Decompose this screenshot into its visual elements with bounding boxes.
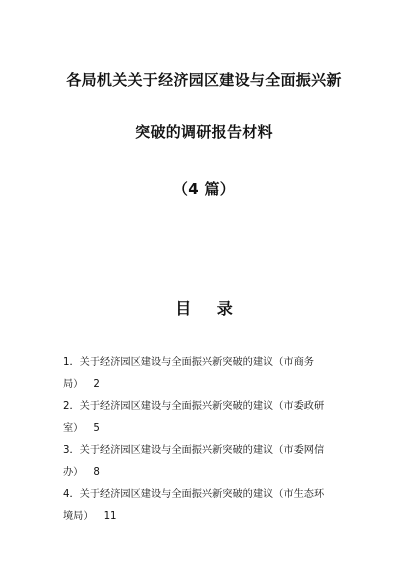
toc-item-org: 办） <box>63 467 84 478</box>
toc-item-page: 11 <box>103 511 117 522</box>
toc-item-text: 3．关于经济园区建设与全面振兴新突破的建议（市委网信 <box>63 445 325 456</box>
toc-item-3[interactable] <box>63 440 363 484</box>
toc-item-text-continued <box>63 418 363 440</box>
toc-item-text: 4．关于经济园区建设与全面振兴新突破的建议（市生态环 <box>63 489 325 500</box>
toc-item-page: 2 <box>93 379 100 390</box>
toc-heading: 目 录 <box>175 299 243 318</box>
toc-item-4[interactable] <box>63 484 363 528</box>
document-title-line-1: 各局机关关于经济园区建设与全面振兴新 <box>66 71 342 89</box>
toc-item-text-continued <box>63 506 363 528</box>
toc-item-text: 2．关于经济园区建设与全面振兴新突破的建议（市委政研 <box>63 401 325 412</box>
toc-item-page: 8 <box>93 467 100 478</box>
toc-list <box>63 352 363 528</box>
toc-item-text-continued <box>63 462 363 484</box>
toc-item-1[interactable] <box>63 352 363 396</box>
toc-item-org: 室） <box>63 423 84 434</box>
toc-item-text: 1．关于经济园区建设与全面振兴新突破的建议（市商务 <box>63 357 314 368</box>
toc-item-page: 5 <box>93 423 100 434</box>
toc-item-2[interactable] <box>63 396 363 440</box>
toc-item-text-continued <box>63 374 363 396</box>
toc-item-org: 境局） <box>63 511 94 522</box>
document-title-line-2: 突破的调研报告材料 <box>135 123 273 141</box>
toc-item-org: 局） <box>63 379 84 390</box>
document-count: （4 篇） <box>172 180 236 198</box>
